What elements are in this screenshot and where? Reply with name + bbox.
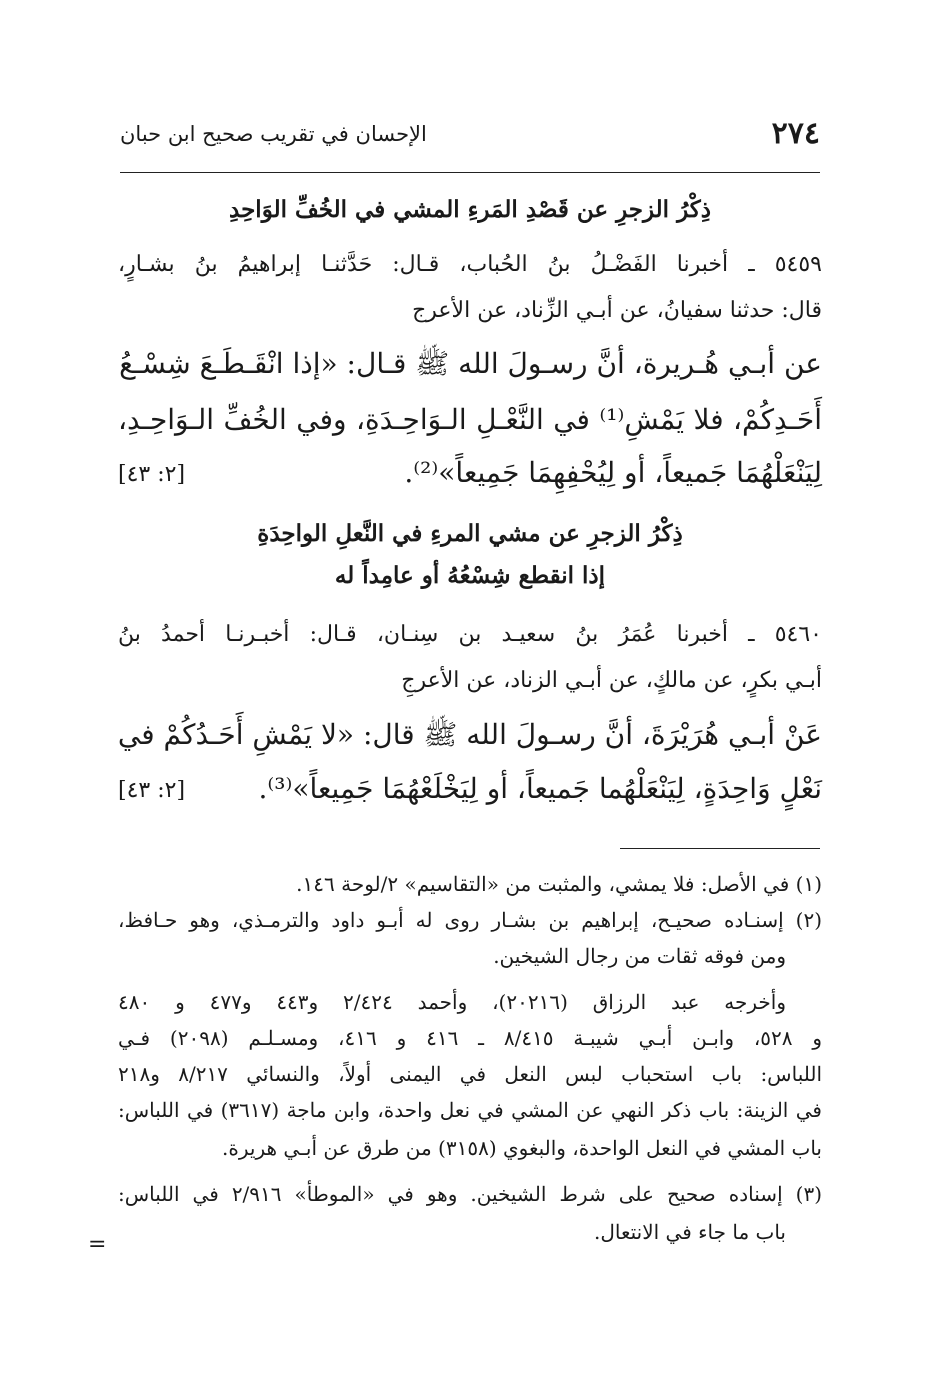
footnote: (١) في الأصل: فلا يمشي، والمثبت من «التقاسيم» ٢/لوحة ١٤٦.: [296, 872, 822, 896]
page-header: [120, 112, 820, 162]
hadith-matn-line: عَنْ أبـي هُرَيْرَةَ، أنَّ رسـولَ الله ﷺ قال: «لا يَمْشِ أَحَـدُكُمْ في: [117, 718, 822, 751]
header-rule: [120, 172, 820, 173]
chapter-heading: إذا انقطع شِسْعُهُ أو عامِداً له: [334, 562, 606, 589]
hadith-matn-line: لِيَنْعَلْهُمَا جَميعاً، أو لِيُحْفِهِمَا جَمِيعاً»⁽²⁾.: [404, 456, 822, 489]
reference-code: [٢: ٤٣]: [118, 462, 186, 487]
footnote: (٢) إسنـاده صحيـح، إبراهيم بن بشـار روى له أبـو داود والترمـذي، وهو حـافظ،: [118, 908, 822, 932]
page-number: ٢٧٤: [771, 116, 820, 151]
footnote-continuation: ومن فوقه ثقات من رجال الشيخين.: [493, 944, 786, 968]
margin-mark: =: [88, 1232, 107, 1257]
footnote-continuation: في الزينة: باب ذكر النهي عن المشي في نعل واحدة، وابن ماجة (٣٦١٧) في اللباس:: [118, 1098, 822, 1122]
footnote-separator: [620, 848, 820, 849]
footnote-continuation: باب ما جاء في الانتعال.: [593, 1220, 786, 1244]
isnad-line: ٥٤٥٩ ـ أخبرنا الفَضْـلُ بنُ الحُباب، قـال: حَدَّثنـا إبراهيمُ بنُ بشـارٍ،: [118, 252, 822, 277]
hadith-matn-line: أَحَـدِكُمْ، فلا يَمْشِ⁽¹⁾ في النَّعْـلِ الـوَاحِـدَةِ، وفي الخُفِّ الـوَاحِـدِ،: [118, 403, 823, 436]
isnad-line: قال: حدثنا سفيانُ، عن أبـي الزِّناد، عن الأعرج: [412, 298, 822, 323]
footnote-continuation: باب المشي في النعل الواحدة، والبغوي (٣١٥٨) من طرق عن أبـي هريرة.: [222, 1136, 822, 1160]
footnote: (٣) إسناده صحيح على شرط الشيخين. وهو في «الموطأ» ٢/٩١٦ في اللباس:: [118, 1182, 822, 1206]
running-title: الإحسان في تقريب صحيح ابن حبان: [120, 122, 427, 146]
footnote-continuation: وأخرجه عبد الرزاق (٢٠٢١٦)، وأحمد ٢/٤٢٤ و٤٤٣ و٤٧٧ و ٤٨٠: [118, 990, 786, 1014]
isnad-line: أبـي بكرٍ، عن مالكٍ، عن أبـي الزناد، عن الأعرجِ: [401, 668, 822, 693]
footnote-continuation: و ٥٢٨، وابـن أبـي شيبـة ٨/٤١٥ ـ ٤١٦ و ٤١٦، ومسـلـم (٢٠٩٨) فـي: [118, 1026, 823, 1050]
reference-code: [٢: ٤٣]: [118, 778, 186, 803]
hadith-matn-line: عن أبـي هُـريرة، أنَّ رسـولَ الله ﷺ قـال: «إذا انْقَـطَـعَ شِسْـعُ: [119, 347, 822, 380]
chapter-heading: ذِكْرُ الزجرِ عن مشي المرءِ في النَّعلِ الواحِدَةِ: [257, 520, 683, 547]
chapter-heading: ذِكْرُ الزجرِ عن قَصْدِ المَرءِ المشي في الخُفِّ الوَاحِدِ: [229, 196, 711, 223]
footnote-continuation: اللباس: باب استحباب لبس النعل في اليمنى أولاً، والنسائي ٨/٢١٧ و٢١٨: [118, 1062, 822, 1086]
hadith-matn-line: نَعْلٍ وَاحِدَةٍ، لِيَنْعَلْهُما جَميعاً، أو لِيَخْلَعْهُمَا جَمِيعاً»⁽³⁾.: [258, 772, 822, 805]
isnad-line: ٥٤٦٠ ـ أخبرنا عُمَرُ بنُ سعيـد بن سِنـان، قـال: أخبـرنـا أحمدُ بنُ: [118, 622, 822, 647]
